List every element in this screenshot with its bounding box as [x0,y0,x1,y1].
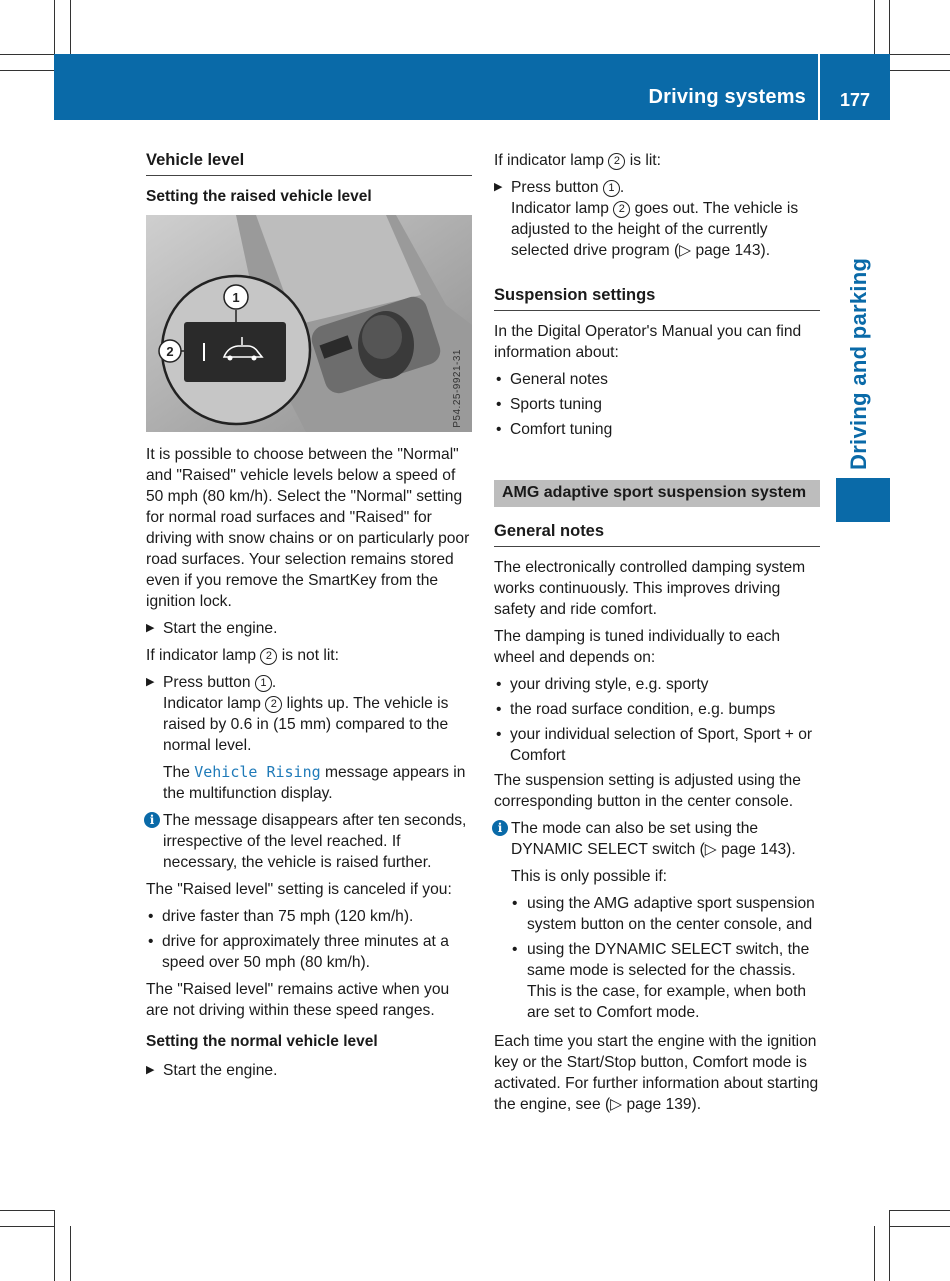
heading-general-notes: General notes [494,521,820,547]
right-column [494,150,820,1121]
list-item: • Sports tuning [494,394,820,415]
crop-mark [0,70,54,71]
crop-mark [0,54,54,55]
callout-2: 2 [166,344,174,359]
crop-mark [70,0,71,54]
lamp-lights-up: Indicator lamp 2 lights up. The vehicle is raised by 0.6 in (15 mm) compared to the normal level. [163,695,449,754]
crop-mark [0,1226,54,1227]
crop-mark [890,1210,950,1211]
general-paragraph-2: The damping is tuned individually to each wheel and depends on: [494,628,781,666]
step-press-button-2: ▶ Press button 1 . [494,177,820,198]
info-icon: i [492,820,508,836]
suspension-intro: In the Digital Operator's Manual you can find information about: [494,323,802,361]
general-paragraph-1: The electronically controlled damping system works continuously. This improves driving safety and ride comfort. [494,559,806,618]
list-item: • using the AMG adaptive sport suspension system button on the center console, and [494,893,820,935]
lamp-goes-out: Indicator lamp 2 goes out. The vehicle is adjusted to the height of the currently selected drive program (▷ page 143). [511,200,799,259]
if-lit: If indicator lamp 2 is lit: [494,152,661,169]
if-not-lit: If indicator lamp 2 is not lit: [146,647,339,664]
crop-mark [889,0,890,54]
crop-mark [874,0,875,54]
display-message: Vehicle Rising [194,763,321,781]
center-console-figure [146,215,472,432]
callout-2-ref: 2 [260,648,277,665]
crop-mark [874,1226,875,1281]
heading-vehicle-level: Vehicle level [146,150,472,176]
step-start-engine: ▶ Start the engine. [146,618,472,639]
subheading-raised-level: Setting the raised vehicle level [146,188,372,205]
callout-2-ref: 2 [265,696,282,713]
figure-code: P54.25-9921-31 [452,349,463,428]
step-start-engine-2: ▶ Start the engine. [146,1060,472,1081]
crop-mark [890,1226,950,1227]
list-item: • Comfort tuning [494,419,820,440]
crop-mark [70,1226,71,1281]
list-item: • General notes [494,369,820,390]
heading-amg-suspension: AMG adaptive sport suspension system [494,480,820,507]
crop-mark [54,0,55,54]
remains-paragraph: The "Raised level" remains active when you are not driving within these speed ranges. [146,981,450,1019]
list-item: • using the DYNAMIC SELECT switch, the same mode is selected for the chassis. This is the case, for example, when both are set to Comfort mode. [494,939,820,1023]
left-column [146,150,472,1087]
subheading-normal-level: Setting the normal vehicle level [146,1033,378,1050]
info-message-note: i The message disappears after ten seconds, irrespective of the level reached. If necessary, the vehicle is raised further. [146,810,472,873]
crop-mark [890,54,950,55]
callout-2-ref: 2 [608,153,625,170]
crop-mark [0,1210,54,1211]
message-appears: The Vehicle Rising message appears in the multifunction display. [163,763,466,802]
callout-1-ref: 1 [255,675,272,692]
canceled-intro: The "Raised level" setting is canceled if you: [146,881,452,898]
only-possible: This is only possible if: [511,868,667,885]
crop-mark [889,1210,890,1281]
crop-mark [54,1210,55,1281]
list-item: • your driving style, e.g. sporty [494,674,820,695]
step-press-button: ▶ Press button 1 . [146,672,472,693]
side-tab-marker [836,478,890,522]
list-item: • drive faster than 75 mph (120 km/h). [146,906,472,927]
console-illustration [146,215,472,432]
callout-1: 1 [232,290,240,305]
callout-2-ref: 2 [613,201,630,218]
section-title: Driving systems [648,86,806,108]
page-number: 177 [839,90,871,110]
adjusted-paragraph: The suspension setting is adjusted using the corresponding button in the center console. [494,772,801,810]
callout-1-ref: 1 [603,180,620,197]
list-item: • your individual selection of Sport, Sport + or Comfort [494,724,820,766]
info-icon: i [144,812,160,828]
intro-paragraph: It is possible to choose between the "Normal" and "Raised" vehicle levels below a speed of 50 mph (80 km/h). Select the "Normal" setting for normal road surfaces and "Raised" for driving with snow chains or on particularly poor road surfaces. Your selection remains stored even if you remove the SmartKey from the ignition lock. [146,446,470,610]
info-dynamic-select: i The mode can also be set using the DYNAMIC SELECT switch (▷ page 143). [494,818,820,860]
closing-paragraph: Each time you start the engine with the ignition key or the Start/Stop button, Comfort mode is activated. For further information about starting the engine, see (▷ page 139). [494,1033,819,1113]
list-item: • the road surface condition, e.g. bumps [494,699,820,720]
side-tab-label: Driving and parking [846,257,871,470]
crop-mark [890,70,950,71]
list-item: • drive for approximately three minutes at a speed over 50 mph (80 km/h). [146,931,472,973]
heading-suspension-settings: Suspension settings [494,285,820,311]
